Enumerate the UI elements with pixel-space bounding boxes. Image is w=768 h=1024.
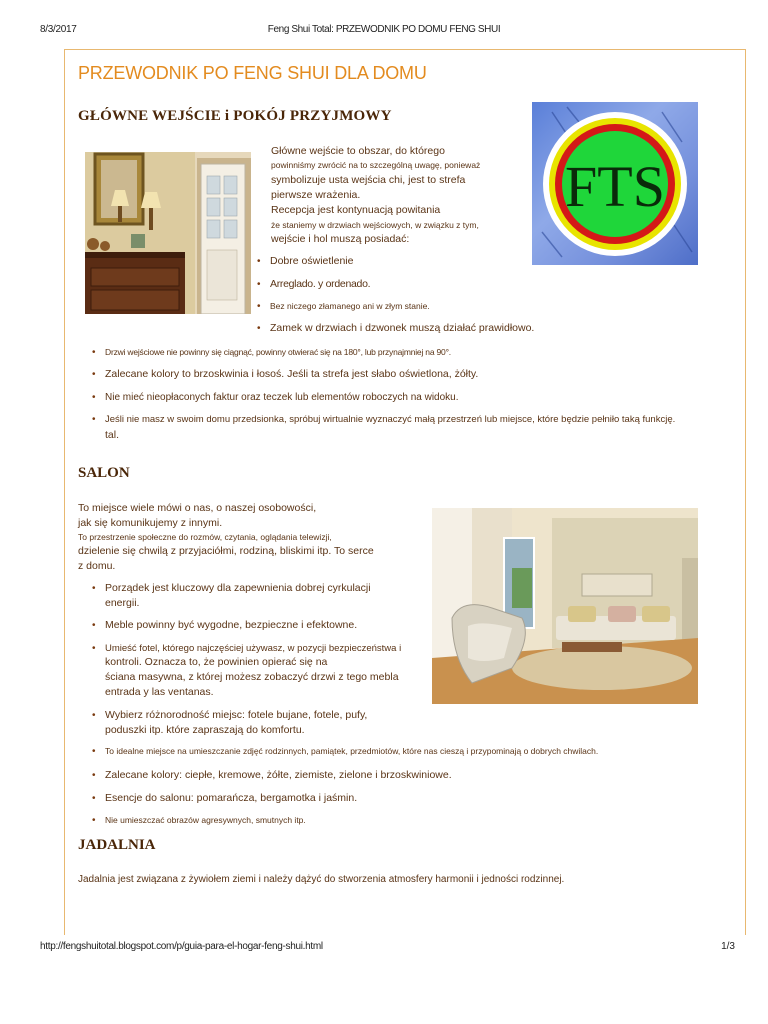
salon-bullet-3-line-3: ściana masywna, z której możesz zobaczyć drzwi z tego mebla (105, 671, 399, 683)
salon-bullet-4: • Wybierz różnorodność miejsc: fotele bujane, fotele, pufy, (105, 708, 367, 723)
document-title: PRZEWODNIK PO FENG SHUI DLA DOMU (78, 63, 427, 83)
salon-bullet-1: • Porządek jest kluczowy dla zapewnienia dobrej cyrkulacji (105, 581, 371, 596)
entrance-line-5: Recepcja jest kontynuacją powitania (271, 204, 441, 216)
entrance-bullet-4: • Zamek w drzwiach i dzwonek muszą działać prawidłowo. (270, 321, 534, 336)
section-heading-entrance: GŁÓWNE WEJŚCIE i POKÓJ PRZYJMOWY (78, 108, 392, 124)
print-date: 8/3/2017 (40, 24, 77, 35)
salon-bullet-7: • Esencje do salonu: pomarańcza, bergamotka i jaśmin. (105, 791, 357, 806)
entrance-line-3: symbolizuje usta wejścia chi, jest to strefa (271, 174, 466, 186)
hallway-photo (85, 152, 251, 314)
salon-bullet-3-line-4: entrada y las ventanas. (105, 686, 214, 698)
salon-bullet-6: • Zalecane kolory: ciepłe, kremowe, żółte, ziemiste, zielone i brzoskwiniowe. (105, 768, 452, 783)
salon-bullet-8: • Nie umieszczać obrazów agresywnych, smutnych itp. (105, 815, 306, 825)
salon-line-1: To miejsce wiele mówi o nas, o naszej osobowości, (78, 502, 317, 514)
print-page-number: 1/3 (721, 941, 735, 952)
print-page-title: Feng Shui Total: PRZEWODNIK PO DOMU FENG SHUI (267, 24, 501, 35)
salon-bullet-2: • Meble powinny być wygodne, bezpieczne i efektowne. (105, 618, 357, 633)
salon-bullet-3-line-2: kontroli. Oznacza to, że powinien opierać się na (105, 656, 328, 668)
logo-letters: FTS (565, 154, 665, 219)
entrance-bullet-5: • Drzwi wejściowe nie powinny się ciągnąć, powinny otwierać się na 180°, lub przynajmniej na 90°. (105, 347, 451, 357)
section-heading-dining: JADALNIA (78, 837, 156, 853)
entrance-bullet-8: • Jeśli nie masz w swoim domu przedsionka, spróbuj wirtualnie wyznaczyć małą przestrzeń lub miejsce, które będzie pełniło taką funkcję. (105, 412, 675, 427)
entrance-bullet-6: • Zalecane kolory to brzoskwinia i łosoś. Jeśli ta strefa jest słabo oświetlona, żółty. (105, 367, 478, 382)
entrance-bullet-7: • Nie mieć nieopłaconych faktur oraz teczek lub elementów roboczych na widoku. (105, 390, 459, 405)
salon-bullet-5: • To idealne miejsce na umieszczanie zdjęć rodzinnych, pamiątek, przedmiotów, które nas cieszą i przypominają o dobrych chwilach. (105, 746, 598, 756)
entrance-bullet-2: • Arreglado. y ordenado. (270, 277, 370, 292)
entrance-line-4: pierwsze wrażenia. (271, 189, 361, 201)
entrance-bullet-8-cont: tal. (105, 429, 120, 441)
section-heading-salon: SALON (78, 465, 130, 481)
entrance-line-2: powinniśmy zwrócić na to szczególną uwagę, ponieważ (271, 160, 481, 170)
entrance-line-6: że staniemy w drzwiach wejściowych, w związku z tym, (271, 220, 479, 230)
entrance-bullet-1: • Dobre oświetlenie (270, 254, 353, 269)
salon-line-5: z domu. (78, 560, 116, 572)
salon-line-4: dzielenie się chwilą z przyjaciółmi, rodziną, bliskimi itp. To serce (78, 545, 374, 557)
entrance-bullet-3: • Bez niczego złamanego ani w złym stanie. (270, 301, 430, 311)
fts-logo-image (532, 102, 698, 265)
salon-bullet-1-cont: energii. (105, 597, 140, 609)
salon-bullet-3: • Umieść fotel, którego najczęściej używasz, w pozycji bezpieczeństwa i (105, 641, 401, 656)
print-url[interactable]: http://fengshuitotal.blogspot.com/p/guia-para-el-hogar-feng-shui.html (40, 941, 323, 952)
entrance-line-1: Główne wejście to obszar, do którego (271, 145, 445, 157)
salon-line-2: jak się komunikujemy z innymi. (78, 517, 223, 529)
living-room-photo (432, 508, 698, 704)
salon-bullet-4-cont: poduszki itp. które zapraszają do komfortu. (105, 724, 305, 736)
entrance-line-7: wejście i hol muszą posiadać: (271, 233, 410, 245)
dining-text: Jadalnia jest związana z żywiołem ziemi i należy dążyć do stworzenia atmosfery harmonii i jedności rodzinnej. (78, 874, 565, 885)
salon-line-3: To przestrzenie społeczne do rozmów, czytania, oglądania telewizji, (78, 532, 332, 542)
